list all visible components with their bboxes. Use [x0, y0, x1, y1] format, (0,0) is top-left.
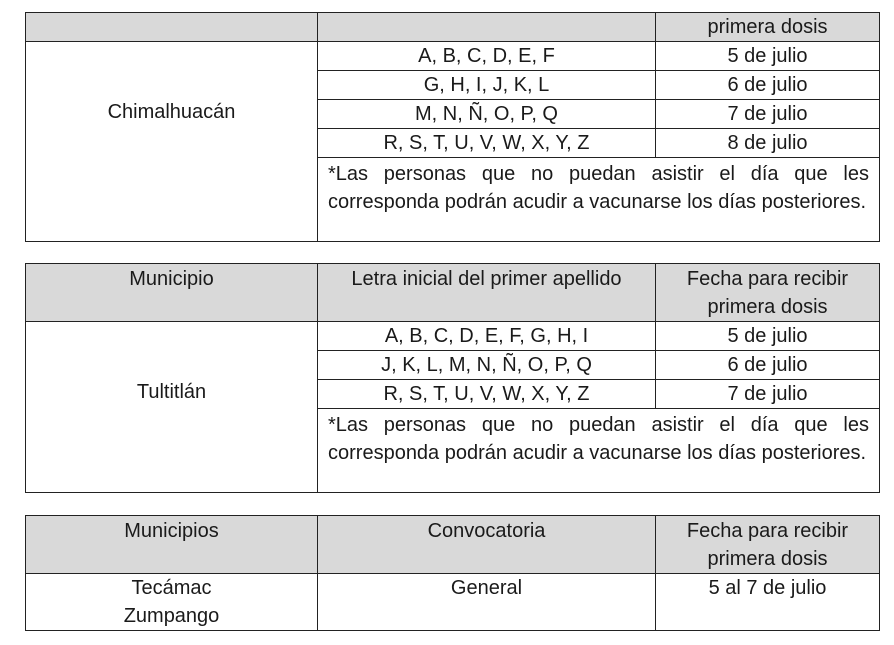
header-cell-fecha — [656, 264, 880, 322]
date-cell: 8 de julio — [656, 129, 880, 158]
header-fecha-line1: Fecha para recibir — [686, 268, 849, 290]
header-fecha-line2: primera dosis — [707, 296, 828, 318]
table-header-row — [26, 516, 880, 574]
municipality-cell — [26, 42, 318, 242]
date-cell: 7 de julio — [656, 100, 880, 129]
municipality-name: Tecámac — [131, 577, 212, 599]
municipality-name: Tultitlán — [136, 381, 207, 403]
table-row — [26, 574, 880, 631]
header-cell-municipios: Municipios — [26, 516, 318, 574]
date-cell: 7 de julio — [656, 380, 880, 409]
date-cell: 6 de julio — [656, 71, 880, 100]
convocatoria-cell: General — [318, 574, 656, 631]
header-fecha-line2: primera dosis — [707, 548, 828, 570]
chimalhuacan-schedule-table — [25, 12, 880, 242]
table-row — [26, 42, 880, 71]
header-cell-fecha — [656, 516, 880, 574]
note-cell: *Las personas que no puedan asistir el día que les corresponda podrán acudir a vacunarse los días posteriores. — [318, 158, 880, 242]
header-cell-municipio — [26, 13, 318, 42]
municipality-name: Chimalhuacán — [107, 101, 236, 123]
header-cell-letra — [318, 13, 656, 42]
date-cell: 5 de julio — [656, 42, 880, 71]
note-cell: *Las personas que no puedan asistir el día que les corresponda podrán acudir a vacunarse los días posteriores. — [318, 409, 880, 493]
municipality-cell — [26, 322, 318, 493]
municipality-name: Zumpango — [123, 605, 220, 627]
table-row — [26, 322, 880, 351]
letters-cell: G, H, I, J, K, L — [318, 71, 656, 100]
letters-cell: R, S, T, U, V, W, X, Y, Z — [318, 380, 656, 409]
date-cell: 5 de julio — [656, 322, 880, 351]
letters-cell: A, B, C, D, E, F — [318, 42, 656, 71]
letters-cell: M, N, Ñ, O, P, Q — [318, 100, 656, 129]
table-header-row — [26, 264, 880, 322]
header-cell-letra: Letra inicial del primer apellido — [318, 264, 656, 322]
letters-cell: A, B, C, D, E, F, G, H, I — [318, 322, 656, 351]
table-header-row — [26, 13, 880, 42]
header-cell-convocatoria: Convocatoria — [318, 516, 656, 574]
general-schedule-table — [25, 515, 880, 631]
header-cell-fecha: primera dosis — [656, 13, 880, 42]
letters-cell: J, K, L, M, N, Ñ, O, P, Q — [318, 351, 656, 380]
letters-cell: R, S, T, U, V, W, X, Y, Z — [318, 129, 656, 158]
tultitlan-schedule-table — [25, 263, 880, 493]
date-cell: 5 al 7 de julio — [656, 574, 880, 631]
header-cell-municipio: Municipio — [26, 264, 318, 322]
municipalities-cell — [26, 574, 318, 631]
header-fecha-line1: Fecha para recibir — [686, 520, 849, 542]
date-cell: 6 de julio — [656, 351, 880, 380]
